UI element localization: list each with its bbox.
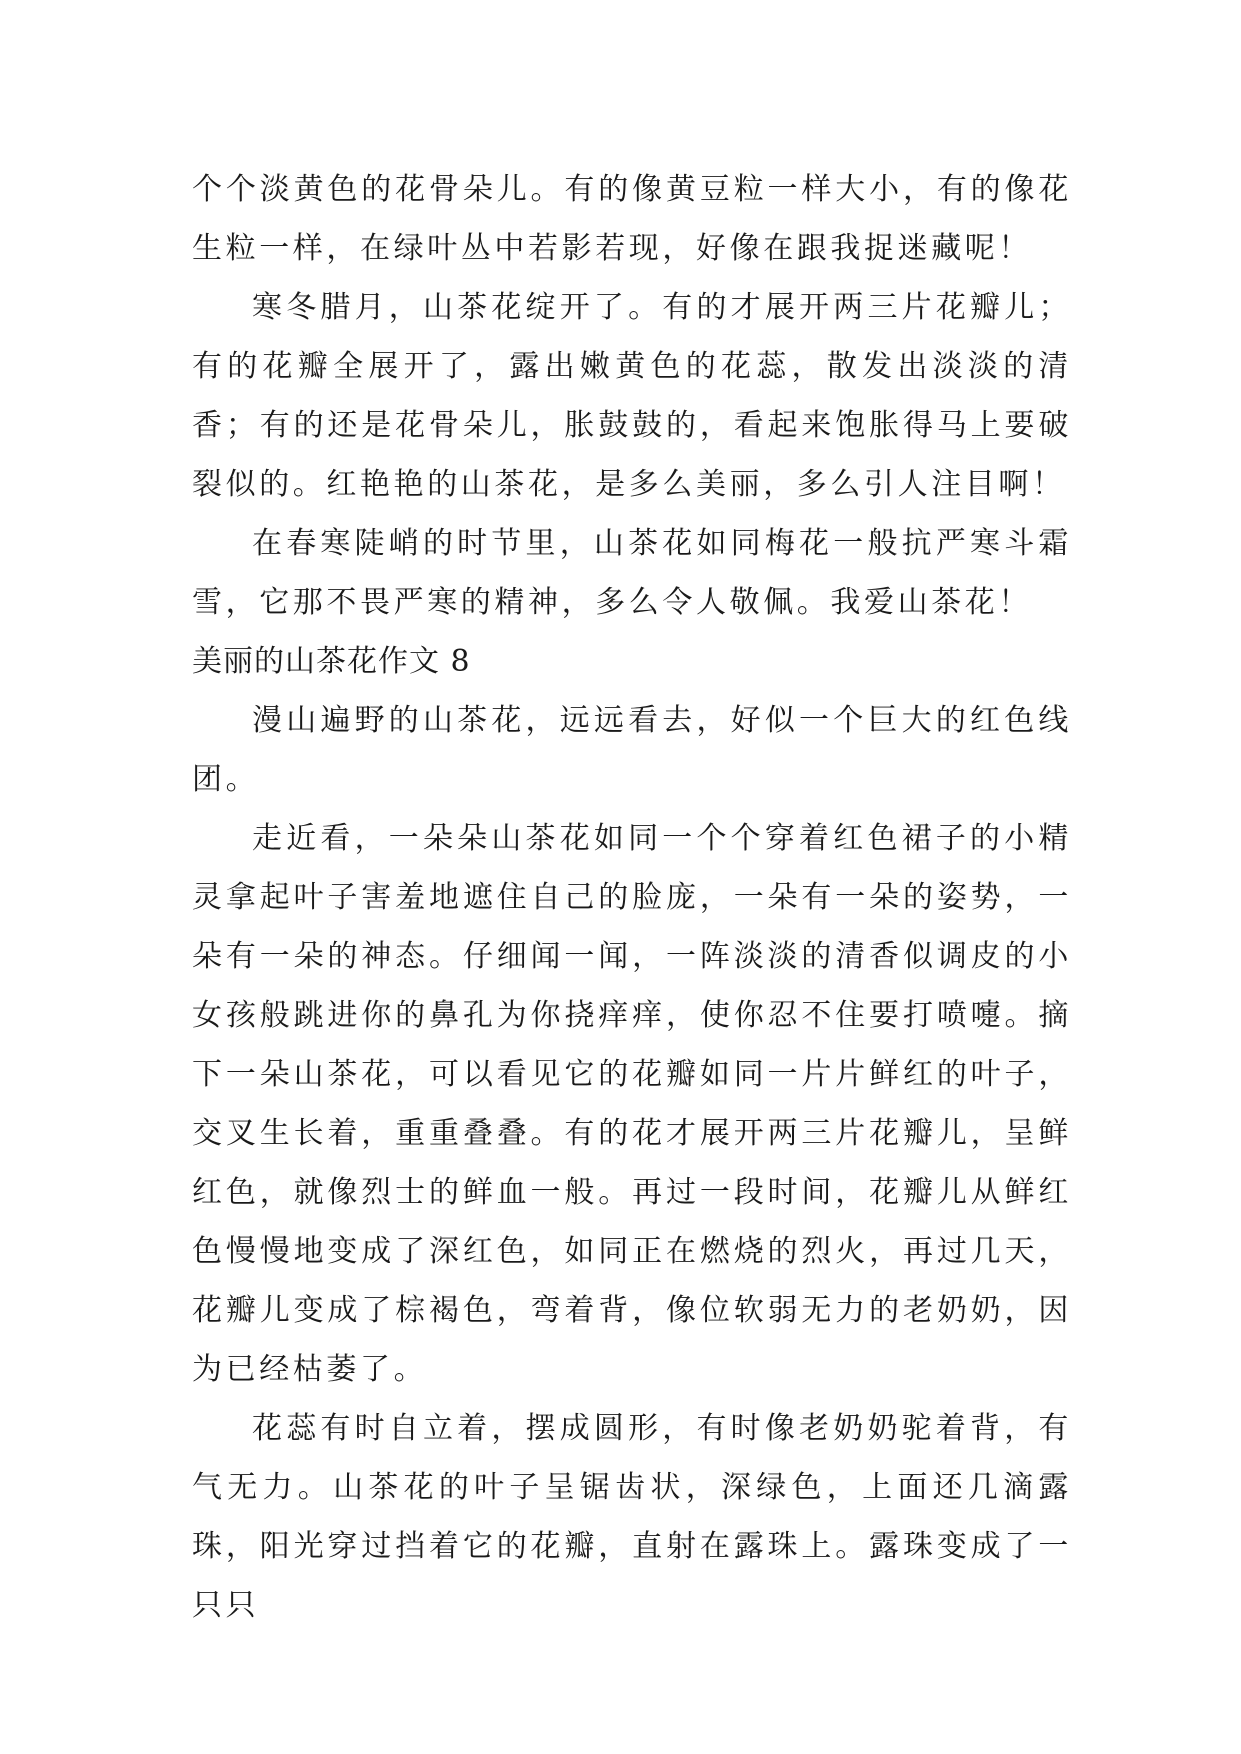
paragraph-continuation: 个个淡黄色的花骨朵儿。有的像黄豆粒一样大小，有的像花生粒一样，在绿叶丛中若影若现，好像在跟我捉迷藏呢！ [192,172,1072,266]
paragraph-winter-bloom: 寒冬腊月，山茶花绽开了。有的才展开两三片花瓣儿；有的花瓣全展开了，露出嫩黄色的花蕊，散发出淡淡的清香；有的还是花骨朵儿，胀鼓鼓的，看起来饱胀得马上要破裂似的。红艳艳的山茶花，是多么美丽，多么引人注目啊！ [192,290,1072,502]
document-body [192,160,1072,1635]
paragraph-spring-cold: 在春寒陡峭的时节里，山茶花如同梅花一般抗严寒斗霜雪，它那不畏严寒的精神，多么令人敬佩。我爱山茶花！ [192,526,1072,620]
paragraph-hillside: 漫山遍野的山茶花，远远看去，好似一个巨大的红色线团。 [192,703,1072,797]
section-heading: 美丽的山茶花作文 8 [192,644,471,679]
paragraph-close-look: 走近看，一朵朵山茶花如同一个个穿着红色裙子的小精灵拿起叶子害羞地遮住自己的脸庞，一朵有一朵的姿势，一朵有一朵的神态。仔细闻一闻，一阵淡淡的清香似调皮的小女孩般跳进你的鼻孔为你挠痒痒，使你忍不住要打喷嚏。摘下一朵山茶花，可以看见它的花瓣如同一片片鲜红的叶子，交叉生长着，重重叠叠。有的花才展开两三片花瓣儿，呈鲜红色，就像烈士的鲜血一般。再过一段时间，花瓣儿从鲜红色慢慢地变成了深红色，如同正在燃烧的烈火，再过几天，花瓣儿变成了棕褐色，弯着背，像位软弱无力的老奶奶，因为已经枯萎了。 [192,821,1072,1387]
paragraph-stamen: 花蕊有时自立着，摆成圆形，有时像老奶奶驼着背，有气无力。山茶花的叶子呈锯齿状，深绿色，上面还几滴露珠，阳光穿过挡着它的花瓣，直射在露珠上。露珠变成了一只只 [192,1411,1072,1623]
